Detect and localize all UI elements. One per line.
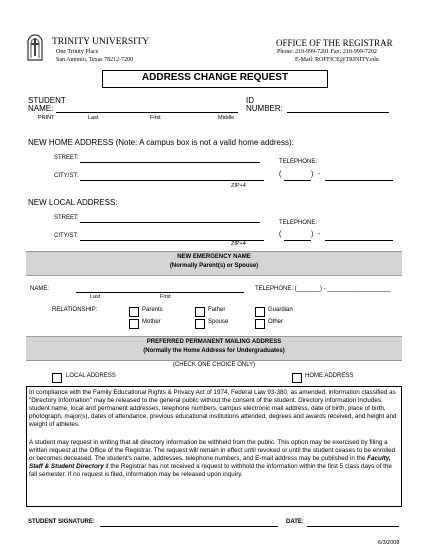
form-title: ADDRESS CHANGE REQUEST: [141, 72, 289, 83]
home-zip-hint: ZIP+4: [231, 183, 246, 189]
date-label: DATE:: [286, 519, 304, 525]
signature-label: STUDENT SIGNATURE:: [28, 519, 95, 525]
relationship-mother-label: Mother: [142, 319, 161, 325]
relationship-spouse-label: Spouse: [208, 319, 229, 325]
university-address-line2: San Antonio, Texas 78212-7200: [56, 57, 134, 63]
id-number-field[interactable]: [287, 112, 389, 113]
mailing-subtitle: (Normally the Home Address for Undergraduates): [143, 348, 285, 354]
check-one-note: (CHECK ONE CHOICE ONLY): [172, 362, 256, 368]
relationship-other-label: Other: [268, 319, 284, 325]
local-address-heading: NEW LOCAL ADDRESS:: [28, 198, 118, 207]
emergency-telephone-field[interactable]: TELEPHONE: (_______) - ___________________: [255, 286, 391, 292]
revision-date: 6/3/2008: [378, 540, 400, 546]
mailing-title: PREFERRED PERMANENT MAILING ADDRESS: [146, 339, 282, 345]
name-label: NAME:: [28, 104, 54, 113]
office-email: E-Mail: ROFFICE@TRINITY.edu: [295, 57, 379, 63]
signature-field[interactable]: [100, 526, 278, 527]
last-hint: Last: [88, 115, 99, 121]
emergency-subtitle: (Normally Parent(s) or Spouse): [169, 263, 259, 269]
home-phone-dash: -: [318, 171, 321, 178]
directory-name: Faculty, Staff & Student Directory: [29, 455, 391, 471]
home-area-open: (: [279, 171, 282, 178]
relationship-other-checkbox[interactable]: [255, 319, 265, 329]
relationship-parents-checkbox[interactable]: [129, 307, 139, 317]
local-phone-field[interactable]: [325, 240, 393, 241]
emergency-title: NEW EMERGENCY NAME: [177, 254, 251, 260]
middle-hint: Middle: [218, 115, 235, 121]
local-area-open: (: [279, 231, 282, 238]
local-phone-dash: -: [318, 231, 321, 238]
privacy-notice-p2-text-a: A student may request in writing that all directory information be withheld from the public. This option may be exercised by filing a written request at the Office of the Registrar. The request will remain in effect until revoked or until the student ceases to be enrolled or becomes deceased. The student's name, addresses, telephone numbers, and E-mail address may be published in the: [29, 439, 396, 463]
home-telephone-label: TELEPHONE:: [279, 159, 318, 165]
emergency-name-label: NAME:: [30, 286, 50, 292]
home-area-code-field[interactable]: [284, 180, 311, 181]
emergency-name-field[interactable]: [76, 292, 244, 293]
local-street-field[interactable]: [80, 222, 260, 223]
local-address-option: LOCAL ADDRESS: [66, 373, 116, 379]
relationship-guardian-label: Guardian: [268, 307, 293, 313]
relationship-guardian-checkbox[interactable]: [255, 307, 265, 317]
local-address-checkbox[interactable]: [52, 373, 62, 383]
privacy-notice-p2-text-b: if the Registrar has not received a request to withhold the information within the first 5 class days of the fall semester. If no request is filed, information may be released upon inquiry.: [29, 463, 392, 479]
relationship-father-checkbox[interactable]: [195, 307, 205, 317]
local-zip-hint: ZIP+4: [231, 241, 246, 247]
home-address-option: HOME ADDRESS: [305, 373, 354, 379]
home-address-heading: NEW HOME ADDRESS (Note: A campus box is not a valid home address):: [28, 138, 294, 147]
relationship-father-label: Father: [208, 307, 226, 313]
relationship-label: RELATIONSHIP:: [52, 307, 98, 313]
home-street-field[interactable]: [80, 162, 260, 163]
university-seal-logo: [26, 32, 44, 62]
university-name: TRINITY UNIVERSITY: [52, 37, 150, 47]
local-telephone-label: TELEPHONE:: [279, 220, 318, 226]
relationship-mother-checkbox[interactable]: [129, 319, 139, 329]
id-number-label: NUMBER:: [246, 104, 283, 113]
home-city-label: CITY/ST:: [54, 173, 79, 179]
local-area-code-field[interactable]: [284, 240, 311, 241]
local-city-label: CITY/ST:: [54, 233, 79, 239]
date-field[interactable]: [307, 526, 399, 527]
local-street-label: STREET:: [54, 215, 79, 221]
relationship-spouse-checkbox[interactable]: [195, 319, 205, 329]
emergency-first-hint: First: [160, 294, 171, 300]
emergency-last-hint: Last: [90, 294, 101, 300]
id-label: ID: [246, 96, 254, 105]
local-area-close: ): [311, 231, 314, 238]
print-hint: PRINT: [38, 115, 55, 121]
relationship-parents-label: Parents: [142, 307, 163, 313]
university-address-line1: One Trinity Place: [56, 49, 99, 55]
office-name: OFFICE OF THE REGISTRAR: [276, 38, 393, 48]
home-phone-field[interactable]: [325, 180, 393, 181]
home-area-close: ): [311, 171, 314, 178]
home-address-checkbox[interactable]: [292, 373, 302, 383]
office-phone: Phone: 210-999-7201 Fax: 210-999-7202: [277, 49, 377, 55]
student-name-field[interactable]: [56, 112, 238, 113]
first-hint: First: [150, 115, 161, 121]
home-street-label: STREET:: [54, 155, 79, 161]
privacy-notice-paragraph-2: [29, 439, 397, 479]
home-city-field[interactable]: [80, 180, 264, 181]
student-label: STUDENT: [28, 96, 66, 105]
privacy-notice-paragraph-1: In compliance with the Family Educational Rights & Privacy Act of 1974, Federal Law 93-380, as amended, information classified as "Directory Information" may be released to the general public without the consent of the student. Directory information includes: student name, local and permanent addresses, telephone numbers, campus electronic mail address, date of birth, place of birth, photograph, major(s), dates of attendance, previous educational institutions attended, degrees and awards received, and height and weight of athletes.: [29, 389, 397, 429]
